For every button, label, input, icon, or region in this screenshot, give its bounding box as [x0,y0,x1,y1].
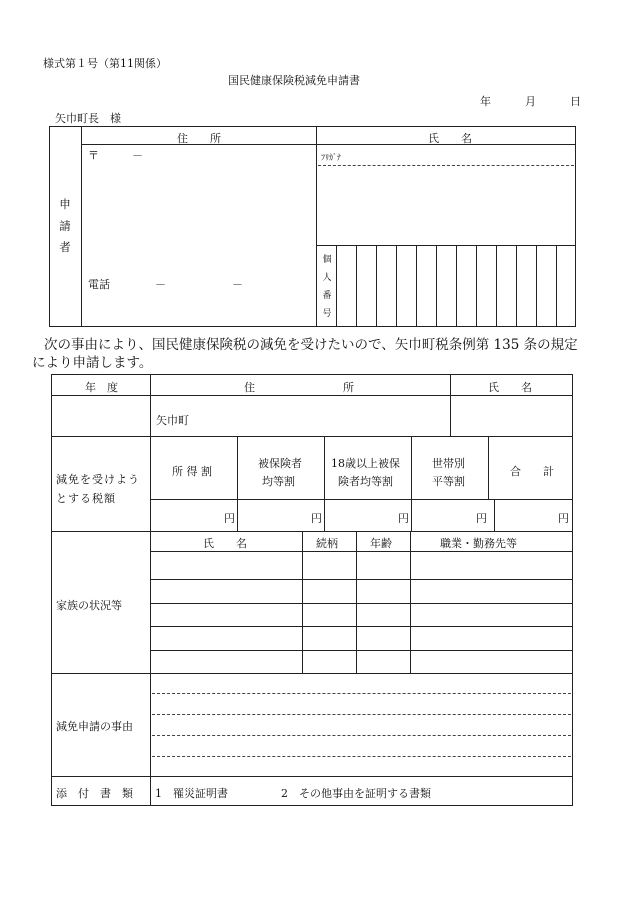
tax-col-insured-per-capita-l1: 被保険者 [258,457,302,470]
yen-insured: 円 [311,512,322,525]
date-day: 日 [570,95,581,108]
applicant-name-header: 氏 名 [428,132,472,145]
tax-col-18plus-l2: 険者均等割 [338,475,393,488]
family-name-header: 氏 名 [203,537,247,550]
tax-label-line-2: とする税額 [56,492,116,505]
family-age-header: 年齢 [370,537,392,550]
applicant-section-label: 申 請 者 [59,197,71,254]
main-table [51,374,573,806]
family-occupation-header: 職業・勤務先等 [440,537,517,550]
attachment-1: 1 罹災証明書 [155,787,228,800]
yen-income: 円 [224,512,235,525]
form-number: 様式第１号（第11関係） [43,57,167,70]
date-month: 月 [525,95,536,108]
form-title: 国民健康保険税減免申請書 [228,74,360,87]
reason-label: 減免申請の事由 [56,720,133,733]
tax-col-total: 合 計 [510,465,554,478]
my-number-label: 個 人 番 号 [322,255,332,319]
address-header: 住 所 [244,381,354,394]
family-relation-header: 続柄 [316,537,338,550]
family-label: 家族の状況等 [56,599,122,612]
attachment-2: 2 その他事由を証明する書類 [281,787,431,800]
tax-col-18plus-l1: 18歳以上被保 [331,457,400,470]
name-header: 氏 名 [488,381,532,394]
yen-18plus: 円 [398,512,409,525]
furigana-label: ﾌﾘｶﾞﾅ [321,153,341,162]
phone-label: 電話 [88,278,110,291]
tax-label-line-1: 減免を受けよう [56,473,140,486]
tax-col-household-l2: 平等割 [432,475,465,488]
addressee: 矢巾町長 様 [55,112,121,125]
statement-line-2: により申請します。 [32,355,153,371]
date-year: 年 [480,95,491,108]
tax-col-household-l1: 世帯別 [432,457,465,470]
yen-total: 円 [558,512,569,525]
applicant-address-header: 住 所 [177,132,221,145]
phone-field[interactable]: － － [155,278,243,291]
tax-col-income: 所 得 割 [172,465,212,478]
attachments-label: 添 付 書 類 [56,787,133,800]
year-header: 年 度 [85,381,118,394]
yen-household: 円 [476,512,487,525]
statement-line-1: 次の事由により、国民健康保険税の減免を受けたいので、矢巾町税条例第 135 条の規定 [44,337,578,353]
tax-col-insured-per-capita-l2: 均等割 [262,475,295,488]
postal-code-field[interactable]: 〒 － [88,149,143,162]
town-name: 矢巾町 [156,414,189,427]
